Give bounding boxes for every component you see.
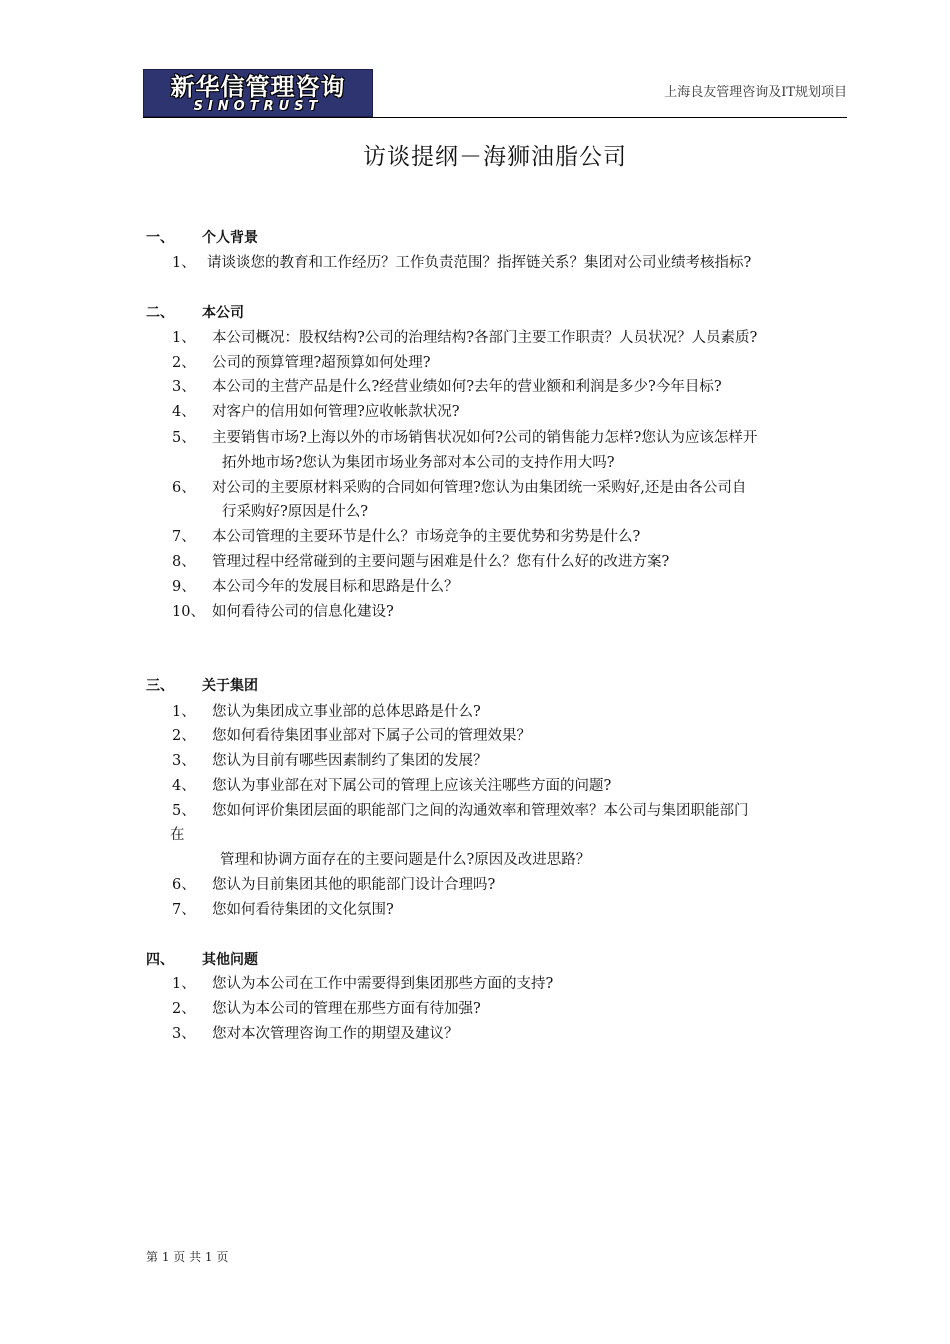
item-text: 本公司概况：股权结构?公司的治理结构?各部门主要工作职责？人员状况？人员素质? <box>212 330 758 346</box>
item-text: 对客户的信用如何管理?应收帐款状况? <box>212 404 460 420</box>
section-number: 一、 <box>146 230 174 246</box>
logo-english-text: SINOTRUST <box>193 99 323 114</box>
section-title: 本公司 <box>202 305 244 321</box>
item-text: 您认为目前集团其他的职能部门设计合理吗? <box>212 877 496 893</box>
item-text: 管理过程中经常碰到的主要问题与困难是什么？您有什么好的改进方案? <box>212 554 670 570</box>
section-number: 二、 <box>146 305 174 321</box>
item-number: 8、 <box>172 554 196 570</box>
section-title: 其他问题 <box>202 952 258 968</box>
company-logo <box>143 69 373 117</box>
item-text: 您如何看待集团事业部对下属子公司的管理效果？ <box>212 728 531 744</box>
header-divider <box>143 117 847 118</box>
item-number: 6、 <box>172 480 196 496</box>
item-text: 本公司的主营产品是什么?经营业绩如何?去年的营业额和利润是多少?今年目标? <box>212 379 722 395</box>
item-text: 您如何评价集团层面的职能部门之间的沟通效率和管理效率？本公司与集团职能部门 <box>212 803 749 819</box>
item-number: 2、 <box>172 1001 196 1017</box>
item-text-continued: 管理和协调方面存在的主要问题是什么?原因及改进思路？ <box>220 852 591 868</box>
item-number: 10、 <box>172 604 205 620</box>
item-text-continued: 行采购好?原因是什么? <box>222 504 369 520</box>
section-number: 三、 <box>146 678 174 694</box>
item-number: 3、 <box>172 753 196 769</box>
item-text: 本公司管理的主要环节是什么？市场竞争的主要优势和劣势是什么? <box>212 529 641 545</box>
item-text: 您认为事业部在对下属公司的管理上应该关注哪些方面的问题? <box>212 778 612 794</box>
logo-chinese-text: 新华信管理咨询 <box>170 73 346 101</box>
section-title: 关于集团 <box>202 678 258 694</box>
item-text: 对公司的主要原材料采购的合同如何管理?您认为由集团统一采购好,还是由各公司自 <box>212 480 747 496</box>
item-number: 3、 <box>172 1026 196 1042</box>
item-text: 您认为本公司的管理在那些方面有待加强? <box>212 1001 481 1017</box>
page-title: 访谈提纲－海狮油脂公司 <box>363 144 627 170</box>
item-number: 1、 <box>172 255 196 271</box>
item-number: 4、 <box>172 778 196 794</box>
item-text: 您认为本公司在工作中需要得到集团那些方面的支持? <box>212 976 554 992</box>
item-text: 公司的预算管理?超预算如何处理? <box>212 355 431 371</box>
item-number: 7、 <box>172 902 196 918</box>
item-text: 如何看待公司的信息化建设? <box>212 604 394 620</box>
item-number: 1、 <box>172 704 196 720</box>
item-number: 3、 <box>172 379 196 395</box>
item-number: 1、 <box>172 330 196 346</box>
project-name: 上海良友管理咨询及IT规划项目 <box>664 85 847 100</box>
item-text: 请谈谈您的教育和工作经历？工作负责范围？指挥链关系？集团对公司业绩考核指标? <box>207 255 752 271</box>
item-number: 9、 <box>172 579 196 595</box>
item-text: 您认为目前有哪些因素制约了集团的发展？ <box>212 753 488 769</box>
item-number: 2、 <box>172 355 196 371</box>
item-text: 主要销售市场?上海以外的市场销售状况如何?公司的销售能力怎样?您认为应该怎样开 <box>212 430 758 446</box>
section-title: 个人背景 <box>202 230 258 246</box>
item-number: 7、 <box>172 529 196 545</box>
item-text-wrap: 在 <box>170 827 185 843</box>
item-number: 6、 <box>172 877 196 893</box>
item-text: 本公司今年的发展目标和思路是什么？ <box>212 579 459 595</box>
item-number: 2、 <box>172 728 196 744</box>
item-number: 5、 <box>172 803 196 819</box>
page-footer: 第 1 页 共 1 页 <box>146 1250 229 1264</box>
item-text-continued: 拓外地市场?您认为集团市场业务部对本公司的支持作用大吗? <box>222 455 615 471</box>
item-text: 您如何看待集团的文化氛围? <box>212 902 394 918</box>
item-text: 您认为集团成立事业部的总体思路是什么? <box>212 704 481 720</box>
section-number: 四、 <box>146 952 174 968</box>
item-number: 1、 <box>172 976 196 992</box>
item-number: 5、 <box>172 430 196 446</box>
item-text: 您对本次管理咨询工作的期望及建议？ <box>212 1026 459 1042</box>
item-number: 4、 <box>172 404 196 420</box>
